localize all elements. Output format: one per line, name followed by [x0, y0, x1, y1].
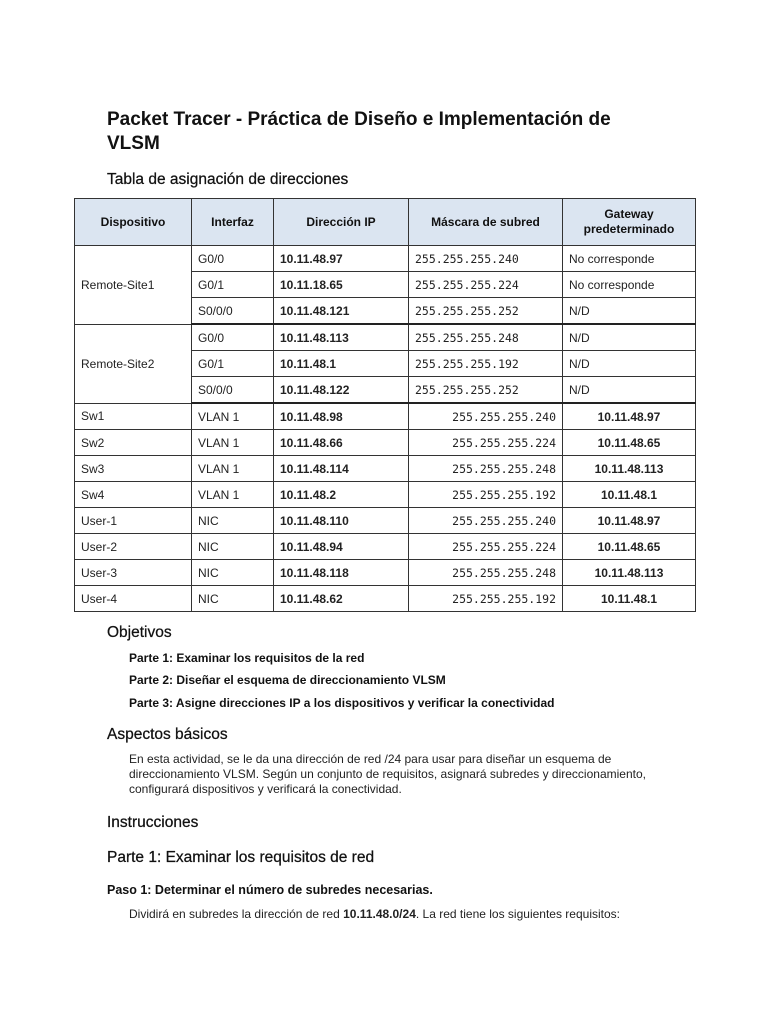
header-device: Dispositivo [75, 199, 192, 246]
step1-text [129, 907, 649, 922]
interface-cell: NIC [192, 560, 274, 586]
interface-cell: G0/1 [192, 351, 274, 377]
step1-text-before: Dividirá en subredes la dirección de red [129, 907, 344, 921]
addressing-table [74, 198, 696, 612]
device-cell: User-2 [75, 534, 192, 560]
ip-cell: 10.11.48.118 [274, 560, 409, 586]
device-cell: Sw4 [75, 482, 192, 508]
interface-cell: G0/0 [192, 324, 274, 351]
mask-cell: 255.255.255.252 [409, 377, 563, 404]
gateway-cell: No corresponde [563, 246, 696, 272]
header-gateway: Gateway predeterminado [563, 199, 696, 246]
table-row [75, 508, 696, 534]
ip-cell: 10.11.48.97 [274, 246, 409, 272]
part1-heading: Parte 1: Examinar los requisitos de red [107, 849, 375, 866]
gateway-cell: 10.11.48.113 [563, 560, 696, 586]
interface-cell: VLAN 1 [192, 482, 274, 508]
gateway-cell: N/D [563, 324, 696, 351]
header-interface: Interfaz [192, 199, 274, 246]
table-row [75, 456, 696, 482]
device-cell: Sw3 [75, 456, 192, 482]
instructions-heading: Instrucciones [107, 814, 199, 831]
ip-cell: 10.11.48.62 [274, 586, 409, 612]
mask-cell: 255.255.255.192 [409, 482, 563, 508]
device-cell: Sw2 [75, 430, 192, 456]
mask-cell: 255.255.255.248 [409, 324, 563, 351]
table-row [75, 430, 696, 456]
ip-cell: 10.11.48.122 [274, 377, 409, 404]
mask-cell: 255.255.255.192 [409, 351, 563, 377]
step1-text-after: . La red tiene los siguientes requisitos: [415, 907, 620, 921]
interface-cell: NIC [192, 586, 274, 612]
table-row [75, 482, 696, 508]
device-cell: User-1 [75, 508, 192, 534]
device-cell: Remote-Site2 [75, 324, 192, 403]
ip-cell: 10.11.48.94 [274, 534, 409, 560]
gateway-cell: 10.11.48.1 [563, 586, 696, 612]
ip-cell: 10.11.48.66 [274, 430, 409, 456]
ip-cell: 10.11.48.98 [274, 403, 409, 430]
gateway-cell: N/D [563, 298, 696, 325]
gateway-cell: 10.11.48.113 [563, 456, 696, 482]
table-row [75, 560, 696, 586]
mask-cell: 255.255.255.240 [409, 508, 563, 534]
interface-cell: NIC [192, 534, 274, 560]
gateway-cell: N/D [563, 377, 696, 404]
gateway-cell: N/D [563, 351, 696, 377]
device-cell: Sw1 [75, 403, 192, 430]
interface-cell: G0/1 [192, 272, 274, 298]
table-row [75, 246, 696, 272]
interface-cell: VLAN 1 [192, 403, 274, 430]
ip-cell: 10.11.48.110 [274, 508, 409, 534]
gateway-cell: 10.11.48.65 [563, 534, 696, 560]
objectives-heading: Objetivos [107, 624, 172, 641]
interface-cell: VLAN 1 [192, 456, 274, 482]
mask-cell: 255.255.255.224 [409, 534, 563, 560]
table-header-row [75, 199, 696, 246]
mask-cell: 255.255.255.248 [409, 560, 563, 586]
gateway-cell: 10.11.48.1 [563, 482, 696, 508]
objective-item: Parte 1: Examinar los requisitos de la red [129, 651, 365, 665]
device-cell: User-4 [75, 586, 192, 612]
mask-cell: 255.255.255.240 [409, 403, 563, 430]
objective-item: Parte 3: Asigne direcciones IP a los dispositivos y verificar la conectividad [129, 696, 555, 710]
table-row [75, 534, 696, 560]
gateway-cell: No corresponde [563, 272, 696, 298]
header-ip: Dirección IP [274, 199, 409, 246]
interface-cell: VLAN 1 [192, 430, 274, 456]
device-cell: User-3 [75, 560, 192, 586]
device-cell: Remote-Site1 [75, 246, 192, 325]
gateway-cell: 10.11.48.65 [563, 430, 696, 456]
background-heading: Aspectos básicos [107, 726, 228, 743]
step1-heading: Paso 1: Determinar el número de subredes necesarias. [107, 883, 433, 897]
table-row [75, 324, 696, 351]
mask-cell: 255.255.255.224 [409, 430, 563, 456]
table-row [75, 586, 696, 612]
network-address: 10.11.48.0/24 [343, 907, 416, 921]
interface-cell: NIC [192, 508, 274, 534]
gateway-cell: 10.11.48.97 [563, 403, 696, 430]
background-text: En esta actividad, se le da una dirección de red /24 para usar para diseñar un esquema de direccionamiento VLSM. Según un conjunto de requisitos, asignará subredes y direccionamiento, configurará dispositivos y verificará la conectividad. [129, 752, 646, 796]
ip-cell: 10.11.48.114 [274, 456, 409, 482]
table-heading: Tabla de asignación de direcciones [107, 171, 349, 188]
ip-cell: 10.11.48.113 [274, 324, 409, 351]
mask-cell: 255.255.255.224 [409, 272, 563, 298]
gateway-cell: 10.11.48.97 [563, 508, 696, 534]
interface-cell: S0/0/0 [192, 377, 274, 404]
ip-cell: 10.11.48.121 [274, 298, 409, 325]
interface-cell: G0/0 [192, 246, 274, 272]
ip-cell: 10.11.48.1 [274, 351, 409, 377]
interface-cell: S0/0/0 [192, 298, 274, 325]
mask-cell: 255.255.255.248 [409, 456, 563, 482]
ip-cell: 10.11.48.2 [274, 482, 409, 508]
ip-cell: 10.11.18.65 [274, 272, 409, 298]
mask-cell: 255.255.255.252 [409, 298, 563, 325]
header-mask: Máscara de subred [409, 199, 563, 246]
table-row [75, 403, 696, 430]
objective-item: Parte 2: Diseñar el esquema de direccionamiento VLSM [129, 673, 446, 687]
mask-cell: 255.255.255.240 [409, 246, 563, 272]
mask-cell: 255.255.255.192 [409, 586, 563, 612]
page-title: Packet Tracer - Práctica de Diseño e Implementación de VLSM [107, 109, 611, 154]
